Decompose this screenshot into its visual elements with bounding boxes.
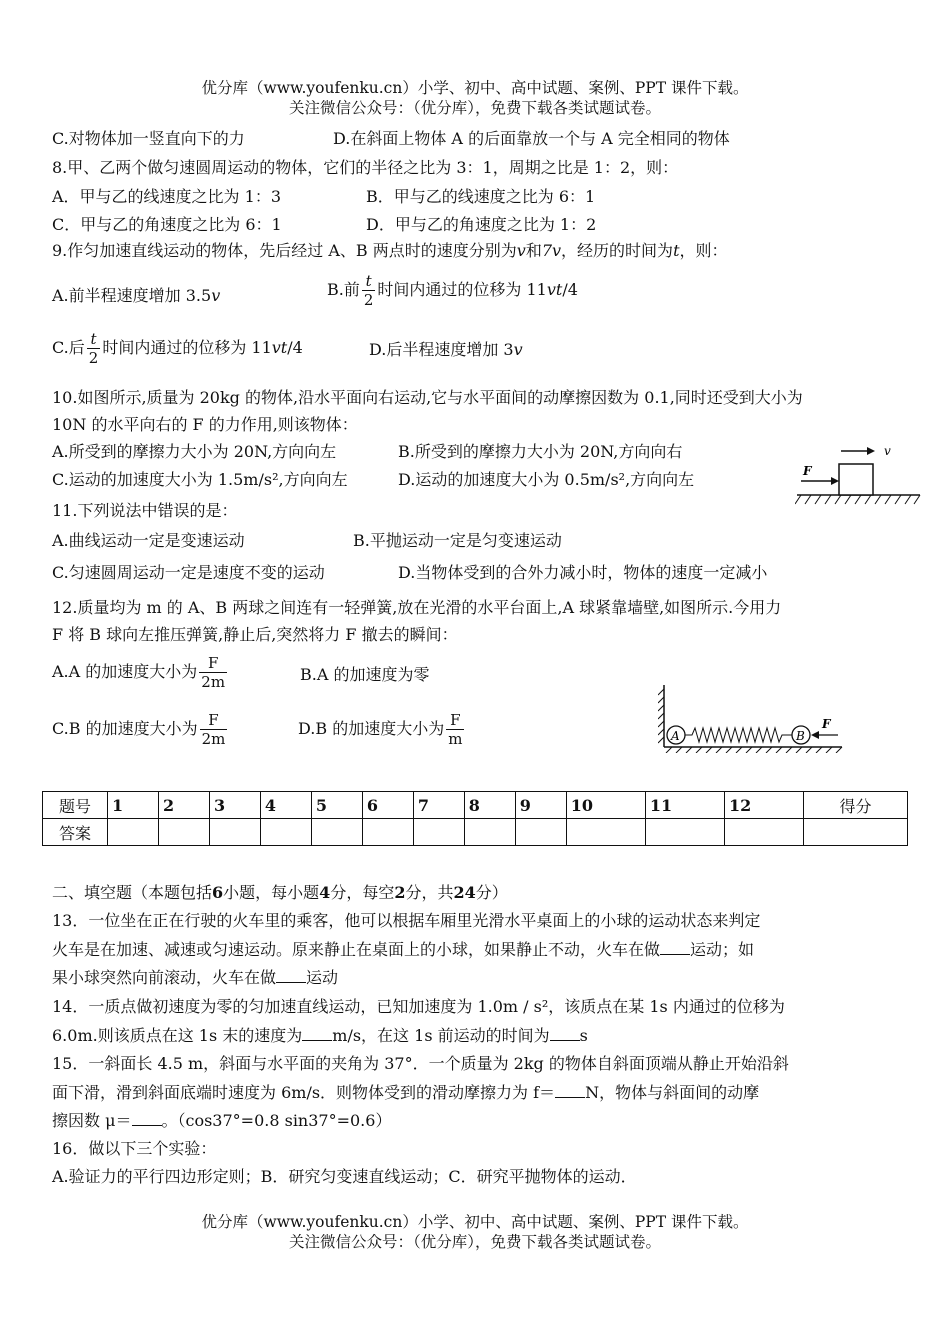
score-label: 得分 xyxy=(804,792,908,819)
q14-blank-1[interactable] xyxy=(302,1026,332,1041)
q15-text: N，物体与斜面间的动摩 xyxy=(585,1083,760,1102)
q13-text: 运动；如 xyxy=(690,940,755,959)
q9-option-c xyxy=(52,330,303,367)
section-title-part: 分，每空 xyxy=(330,883,395,902)
q9-option-b-over4: /4 xyxy=(562,280,578,299)
q-number-cell: 12 xyxy=(724,792,803,819)
score-cell[interactable] xyxy=(804,819,908,846)
section-question-count: 6 xyxy=(212,883,224,902)
q9-t: t xyxy=(673,241,680,260)
q16-line-2: A.验证力的平行四边形定则；B．研究匀变速直线运动；C．研究平抛物体的运动． xyxy=(52,1167,637,1186)
q-number-cell: 2 xyxy=(158,792,209,819)
spring xyxy=(685,728,792,742)
q9-stem-b: 和 xyxy=(525,241,542,260)
answer-cell[interactable] xyxy=(108,819,159,846)
q15-line-3 xyxy=(52,1110,391,1132)
q16-line-1: 16．做以下三个实验： xyxy=(52,1139,217,1158)
section-2-title xyxy=(52,882,508,904)
force-arrow-head xyxy=(831,477,839,485)
footer-line-2: 关注微信公众号：（优分库），免费下载各类试题试卷。 xyxy=(288,1233,661,1251)
q11-option-b: B.平抛运动一定是匀变速运动 xyxy=(353,531,562,550)
q10-option-a: A.所受到的摩擦力大小为 20N,方向向左 xyxy=(52,442,337,461)
q13-blank-2[interactable] xyxy=(276,968,306,983)
answer-cell[interactable] xyxy=(311,819,362,846)
q9-option-d-v: v xyxy=(513,340,523,359)
q14-line-2 xyxy=(52,1025,588,1047)
fraction-numerator: F xyxy=(207,654,219,672)
q9-7v: 7v xyxy=(541,241,562,260)
push-force-label: F xyxy=(822,717,831,731)
q13-blank-1[interactable] xyxy=(660,940,690,955)
q13-text: 火车是在加速、减速或匀速运动。原来静止在桌面上的小球，如果静止不动，火车在做 xyxy=(52,940,661,959)
block xyxy=(839,464,873,495)
q9-option-d xyxy=(369,339,523,361)
q12-option-d-text: D.B 的加速度大小为 xyxy=(298,719,445,738)
page-footer xyxy=(0,1212,950,1252)
q10-stem-2: 10N 的水平向右的 F 的力作用,则该物体： xyxy=(52,415,358,434)
answer-cell[interactable] xyxy=(515,819,566,846)
question-number-label: 题号 xyxy=(43,792,108,819)
wall-hatching xyxy=(658,689,664,743)
q-number-cell: 7 xyxy=(413,792,464,819)
answer-cell[interactable] xyxy=(645,819,724,846)
q9-v: v xyxy=(516,241,526,260)
fraction-numerator: F xyxy=(450,711,461,729)
q8-option-d: D．甲与乙的角速度之比为 1：2 xyxy=(366,215,597,234)
q12-option-d-fraction xyxy=(446,711,464,748)
q10-option-c: C.运动的加速度大小为 1.5m/s²,方向向左 xyxy=(52,470,348,489)
section-title-part: 分） xyxy=(475,883,508,902)
q9-option-c-post: 时间内通过的位移为 11 xyxy=(102,338,272,357)
q10-stem-1: 10.如图所示,质量为 20kg 的物体,沿水平面向右运动,它与水平面间的动摩擦因数为 0.1,同时还受到大小为 xyxy=(52,388,803,407)
q11-option-c: C.匀速圆周运动一定是速度不变的运动 xyxy=(52,563,325,582)
q9-option-b-fraction xyxy=(362,272,376,309)
q10-option-b: B.所受到的摩擦力大小为 20N,方向向右 xyxy=(398,442,683,461)
q12-option-a xyxy=(52,654,229,691)
q-number-cell: 11 xyxy=(645,792,724,819)
fraction-denominator: 2 xyxy=(363,291,374,309)
q8-stem: 8.甲、乙两个做匀速圆周运动的物体，它们的半径之比为 3：1，周期之比是 1：2，则： xyxy=(52,158,679,177)
q15-blank-1[interactable] xyxy=(555,1083,585,1098)
q-number-cell: 10 xyxy=(566,792,645,819)
velocity-label: v xyxy=(884,444,891,458)
q14-text: m/s，在这 1s 前运动的时间为 xyxy=(332,1026,550,1045)
fraction-denominator: 2m xyxy=(201,673,226,691)
header-line-2: 关注微信公众号：（优分库），免费下载各类试题试卷。 xyxy=(288,99,661,117)
q9-option-b-vt: vt xyxy=(546,280,563,299)
surface-hatching xyxy=(666,747,842,753)
q-number-cell: 9 xyxy=(515,792,566,819)
q9-stem-d: ，则： xyxy=(679,241,728,260)
answer-cell[interactable] xyxy=(158,819,209,846)
answer-cell[interactable] xyxy=(260,819,311,846)
q13-line-3 xyxy=(52,967,338,989)
q9-option-a-v: v xyxy=(211,286,221,305)
fraction-numerator: t xyxy=(365,272,372,290)
answer-cell[interactable] xyxy=(724,819,803,846)
q13-line-2 xyxy=(52,939,754,961)
ball-b-label: B xyxy=(796,729,805,743)
section-title-part: 二、填空题（本题包括 xyxy=(52,883,213,902)
q14-text: 6.0m.则该质点在这 1s 末的速度为 xyxy=(52,1026,303,1045)
section-points-per-question: 4 xyxy=(319,883,331,902)
header-line-1: 优分库（www.youfenku.cn）小学、初中、高中试题、案例、PPT 课件下载。 xyxy=(201,79,749,97)
answer-cell[interactable] xyxy=(362,819,413,846)
q12-option-a-fraction xyxy=(199,654,227,691)
q8-option-b: B．甲与乙的线速度之比为 6：1 xyxy=(366,187,596,206)
q-number-cell: 8 xyxy=(464,792,515,819)
q9-option-b xyxy=(327,272,578,309)
q-number-cell: 6 xyxy=(362,792,413,819)
q12-option-c xyxy=(52,711,229,748)
section-total-points: 24 xyxy=(453,883,476,902)
q7-option-d: D.在斜面上物体 A 的后面靠放一个与 A 完全相同的物体 xyxy=(333,129,730,148)
answer-table-header-row xyxy=(43,792,908,819)
q12-option-c-fraction xyxy=(200,711,228,748)
section-title-part: 分，共 xyxy=(405,883,454,902)
q15-line-1: 15．一斜面长 4.5 m，斜面与水平面的夹角为 37°．一个质量为 2kg 的物体自斜面顶端从静止开始沿斜 xyxy=(52,1054,789,1073)
q-number-cell: 3 xyxy=(209,792,260,819)
q8-option-c: C．甲与乙的角速度之比为 6：1 xyxy=(52,215,282,234)
fraction-denominator: 2 xyxy=(88,349,99,367)
answer-cell[interactable] xyxy=(566,819,645,846)
q14-blank-2[interactable] xyxy=(550,1026,580,1041)
q12-option-c-text: C.B 的加速度大小为 xyxy=(52,719,198,738)
q15-text: 擦因数 μ＝ xyxy=(52,1111,132,1130)
q-number-cell: 4 xyxy=(260,792,311,819)
answer-table-answer-row xyxy=(43,819,908,846)
q8-option-a: A．甲与乙的线速度之比为 1：3 xyxy=(52,187,282,206)
velocity-arrow-head xyxy=(867,447,875,455)
answer-cell[interactable] xyxy=(464,819,515,846)
q9-option-c-vt: vt xyxy=(271,338,288,357)
q9-option-c-over4: /4 xyxy=(287,338,303,357)
footer-line-1: 优分库（www.youfenku.cn）小学、初中、高中试题、案例、PPT 课件下载。 xyxy=(201,1213,749,1231)
q13-text: 运动 xyxy=(306,968,339,987)
q-number-cell: 5 xyxy=(311,792,362,819)
q11-option-a: A.曲线运动一定是变速运动 xyxy=(52,531,245,550)
answer-label: 答案 xyxy=(43,819,108,846)
q13-line-1: 13．一位坐在正在行驶的火车里的乘客，他可以根据车厢里光滑水平桌面上的小球的运动状态来判定 xyxy=(52,911,761,930)
force-label: F xyxy=(803,464,812,478)
q10-option-d: D.运动的加速度大小为 0.5m/s²,方向向左 xyxy=(398,470,695,489)
q9-stem-c: ，经历的时间为 xyxy=(561,241,674,260)
q14-line-1: 14．一质点做初速度为零的匀加速直线运动，已知加速度为 1.0m / s²，该质点在某 1s 内通过的位移为 xyxy=(52,997,785,1016)
q11-stem: 11.下列说法中错误的是： xyxy=(52,501,238,520)
q9-option-a xyxy=(52,285,220,307)
q9-option-a-text: A.前半程速度增加 3.5 xyxy=(52,286,212,305)
answer-cell[interactable] xyxy=(413,819,464,846)
q12-stem-1: 12.质量均为 m 的 A、B 两球之间连有一轻弹簧,放在光滑的水平台面上,A 球紧靠墙壁,如图所示.今用力 xyxy=(52,598,782,617)
q9-stem xyxy=(52,240,728,262)
push-force-arrow-head xyxy=(811,731,819,739)
section-points-per-blank: 2 xyxy=(394,883,406,902)
q12-option-a-text: A.A 的加速度大小为 xyxy=(52,662,198,681)
fraction-numerator: F xyxy=(208,711,219,729)
q15-text: 面下滑，滑到斜面底端时速度为 6m/s．则物体受到的滑动摩擦力为 f＝ xyxy=(52,1083,556,1102)
q-number-cell: 1 xyxy=(108,792,159,819)
q13-text: 果小球突然向前滚动，火车在做 xyxy=(52,968,277,987)
page-header xyxy=(0,78,950,118)
ground-hatching xyxy=(795,495,920,504)
q11-option-d: D.当物体受到的合外力减小时，物体的速度一定减小 xyxy=(398,563,768,582)
ball-a-label: A xyxy=(671,729,680,743)
q12-stem-2: F 将 B 球向左推压弹簧,静止后,突然将力 F 撤去的瞬间： xyxy=(52,625,458,644)
q9-stem-a: 9.作匀加速直线运动的物体，先后经过 A、B 两点时的速度分别为 xyxy=(52,241,517,260)
q9-option-d-text: D.后半程速度增加 3 xyxy=(369,340,514,359)
q15-blank-2[interactable] xyxy=(132,1111,162,1126)
q9-option-c-fraction xyxy=(87,330,101,367)
q12-figure xyxy=(658,683,846,753)
q14-text: s xyxy=(579,1026,588,1045)
q12-option-d xyxy=(298,711,466,748)
fraction-denominator: m xyxy=(448,730,463,748)
q12-option-b: B.A 的加速度为零 xyxy=(300,665,430,684)
q15-line-2 xyxy=(52,1082,759,1104)
section-title-part: 小题，每小题 xyxy=(223,883,320,902)
q10-figure xyxy=(795,444,925,512)
q7-option-c: C.对物体加一竖直向下的力 xyxy=(52,129,245,148)
q15-text: 。（cos37°=0.8 sin37°=0.6） xyxy=(161,1111,392,1130)
q9-option-c-text: C.后 xyxy=(52,338,85,357)
answer-table xyxy=(42,791,908,846)
q9-option-b-post: 时间内通过的位移为 11 xyxy=(377,280,547,299)
q9-option-b-text: B.前 xyxy=(327,280,360,299)
answer-cell[interactable] xyxy=(209,819,260,846)
fraction-numerator: t xyxy=(90,330,97,348)
fraction-denominator: 2m xyxy=(201,730,226,748)
